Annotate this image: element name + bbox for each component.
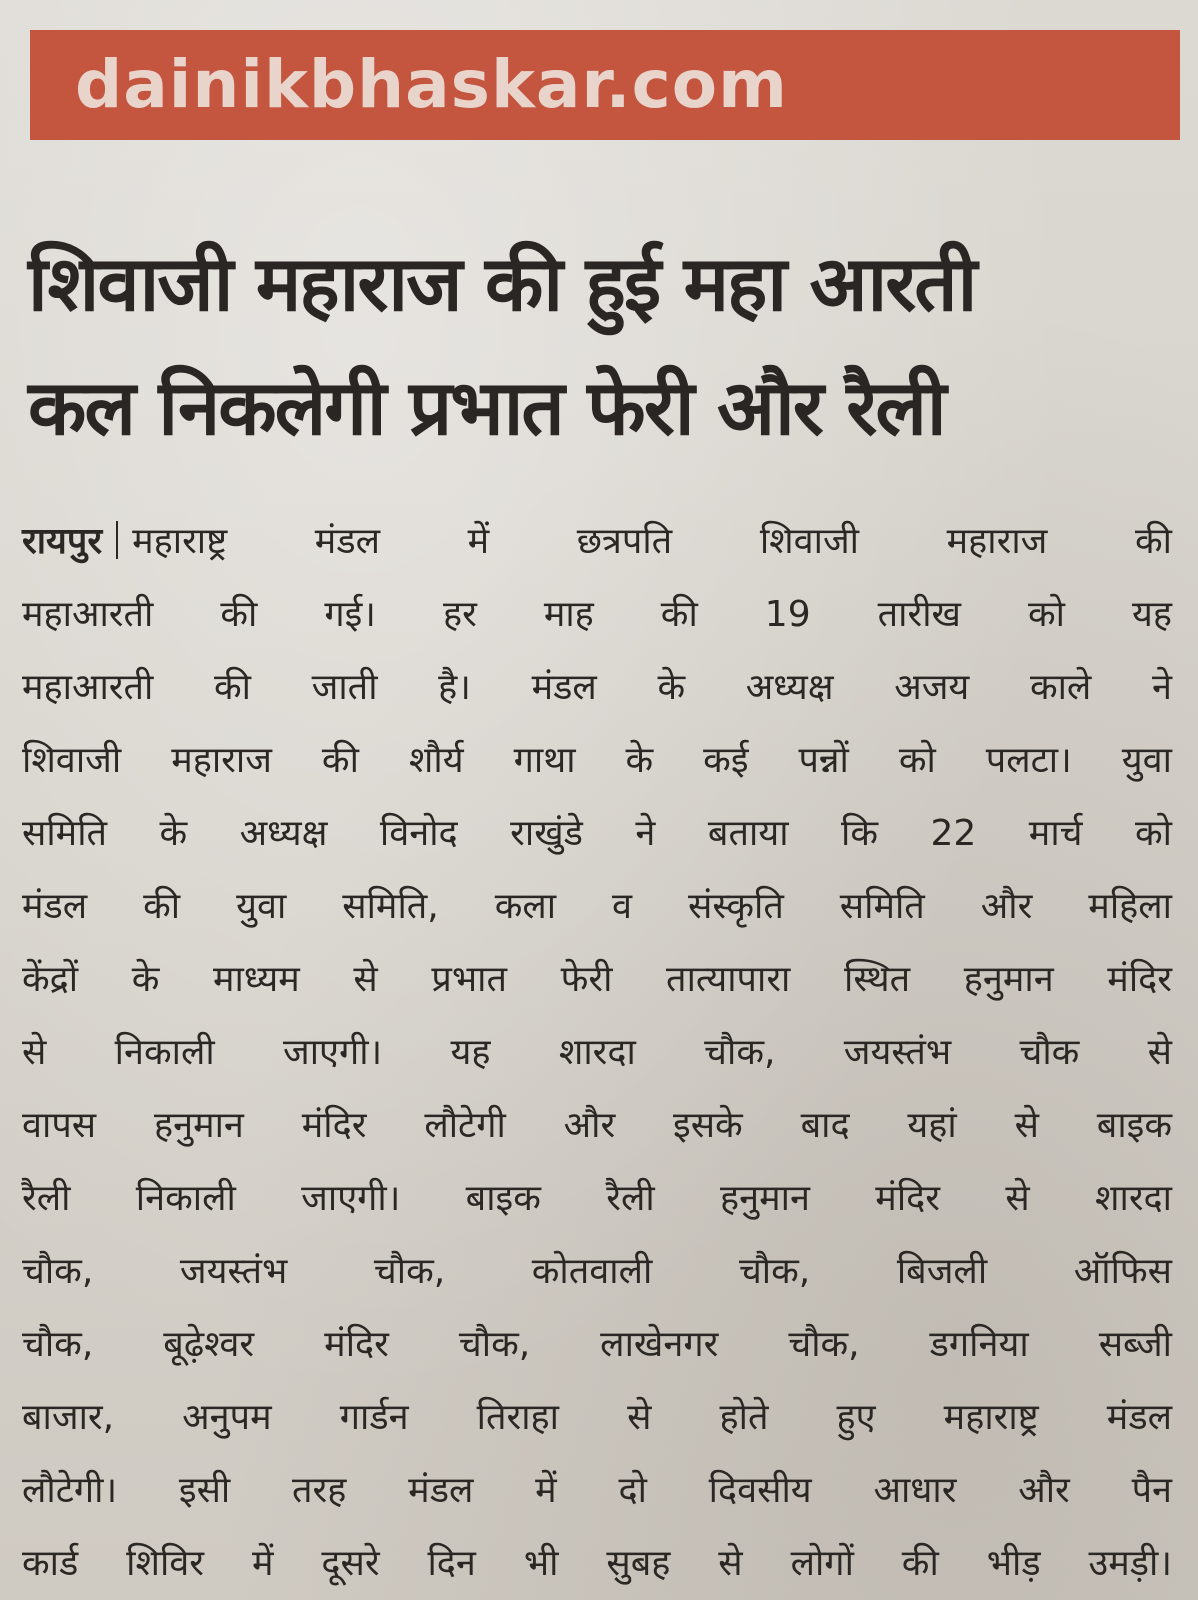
headline [28,222,1178,470]
masthead-site-name: dainikbhaskar.com [75,46,788,123]
article-line: से निकाली जाएगी। यह शारदा चौक, जयस्तंभ चौक से [22,1032,1172,1073]
article-body [22,505,1172,1600]
article-line: वापस हनुमान मंदिर लौटेगी और इसके बाद यहां से बाइक [22,1105,1172,1146]
dateline: रायपुर [22,521,103,562]
article-line: महाआरती की जाती है। मंडल के अध्यक्ष अजय काले ने [22,667,1172,708]
article-line: चौक, जयस्तंभ चौक, कोतवाली चौक, बिजली ऑफिस [22,1251,1172,1292]
article-line: शिवाजी महाराज की शौर्य गाथा के कई पन्नों को पलटा। युवा [22,740,1172,781]
headline-line-2: कल निकलेगी प्रभात फेरी और रैली [28,363,945,452]
dateline-separator [116,521,118,559]
article-line: लौटेगी। इसी तरह मंडल में दो दिवसीय आधार और पैन [22,1470,1172,1511]
article-line: महाआरती की गई। हर माह की 19 तारीख को यह [22,594,1172,635]
headline-line-1: शिवाजी महाराज की हुई महा आरती [28,239,976,328]
article-line [22,505,1172,578]
article-line: मंडल की युवा समिति, कला व संस्कृति समिति और महिला [22,886,1172,927]
masthead-banner [30,30,1180,140]
article-line: समिति के अध्यक्ष विनोद राखुंडे ने बताया कि 22 मार्च को [22,813,1172,854]
article-line: चौक, बूढ़ेश्वर मंदिर चौक, लाखेनगर चौक, डगनिया सब्जी [22,1324,1172,1365]
article-line: रैली निकाली जाएगी। बाइक रैली हनुमान मंदिर से शारदा [22,1178,1172,1219]
article-line: बाजार, अनुपम गार्डन तिराहा से होते हुए महाराष्ट्र मंडल [22,1397,1172,1438]
article-line: केंद्रों के माध्यम से प्रभात फेरी तात्यापारा स्थित हनुमान मंदिर [22,959,1172,1000]
article-line-text: महाराष्ट्र मंडल में छत्रपति शिवाजी महाराज की [132,521,1172,562]
article-line: कार्ड शिविर में दूसरे दिन भी सुबह से लोगों की भीड़ उमड़ी। [22,1543,1172,1584]
